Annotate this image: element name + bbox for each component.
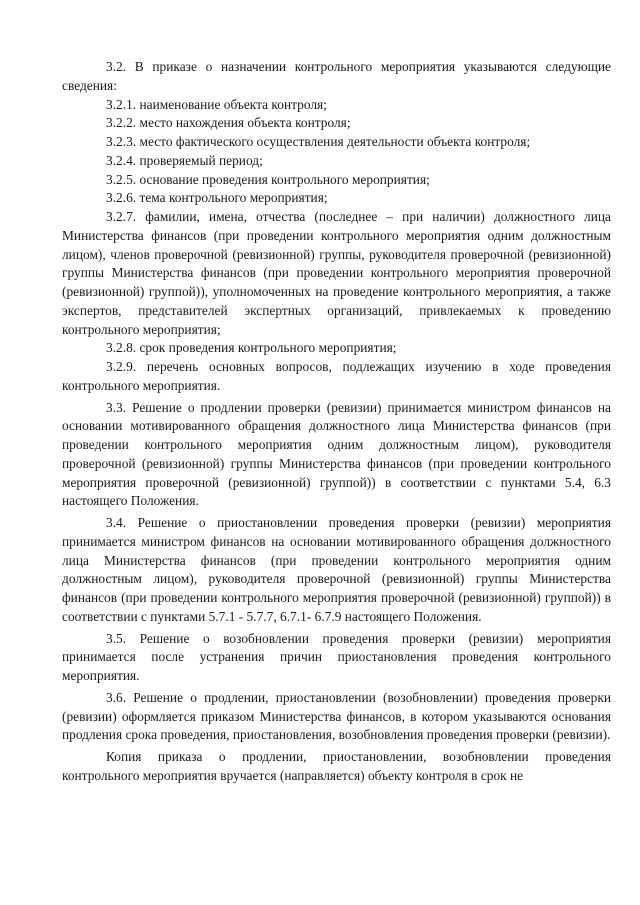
paragraph-3-2-6: 3.2.6. тема контрольного мероприятия; [106,190,328,206]
paragraph-3-4: 3.4. Решение о приостановлении проведения проверки (ревизии) мероприятия принимается министром финансов на основании мотивированного обращения должностного лица Министерства финансов (при проведении контрольного мероприятия одним должностным лицом), руководителя проверочной (ревизионной) группы Министерства финансов (при проведении контрольного мероприятия проверочной (ревизионной) группой)) в соответствии с пунктами 5.7.1 - 5.7.7, 6.7.1- 6.7.9 настоящего Положения. [62,515,611,624]
paragraph-3-2-7: 3.2.7. фамилии, имена, отчества (последнее – при наличии) должностного лица Министерства финансов (при проведении контрольного мероприятия одним должностным лицом), членов проверочной (ревизионной) группы, руководителя проверочной (ревизионной) группы Министерства финансов (при проведении контрольного мероприятия проверочной (ревизионной) группой)), уполномоченных на проведение контрольного мероприятия, а также экспертов, представителей экспертных организаций, привлекаемых к проведению контрольного мероприятия; [62,209,611,337]
paragraph-3-2-3: 3.2.3. место фактического осуществления деятельности объекта контроля; [106,134,531,149]
paragraph-3-2-5: 3.2.5. основание проведения контрольного мероприятия; [106,171,430,187]
paragraph-3-6: 3.6. Решение о продлении, приостановлении (возобновлении) проведения проверки (ревизии) оформляется приказом Министерства финансов, в котором указываются основания продления срока проведения, приостановления, возобновления проведения проверки (ревизии). [62,689,611,743]
paragraph-3-2-4: 3.2.4. проверяемый период; [106,152,263,168]
paragraph-3-5: 3.5. Решение о возобновлении проведения проверки (ревизии) мероприятия принимается после устранения причин приостановления проведения контрольного мероприятия. [62,630,611,683]
paragraph-3-3: 3.3. Решение о продлении проверки (ревизии) принимается министром финансов на основании мотивированного обращения должностного лица Министерства финансов (при проведении контрольного мероприятия одним должностным лицом), руководителя проверочной (ревизионной) группы Министерства финансов (при проведении контрольного мероприятия проверочной (ревизионной) группой)) в соответствии с пунктами 5.4, 6.3 настоящего Положения. [62,399,611,509]
document-page [62,58,611,786]
paragraph-3-2-2: 3.2.2. место нахождения объекта контроля; [106,115,351,131]
paragraph-3-2: 3.2. В приказе о назначении контрольного мероприятия указываются следующие сведения: [62,59,611,93]
paragraph-3-2-9: 3.2.9. перечень основных вопросов, подлежащих изучению в ходе проведения контрольного мероприятия. [62,359,611,393]
paragraph-3-2-1: 3.2.1. наименование объекта контроля; [106,96,327,112]
paragraph-order-copy: Копия приказа о продлении, приостановлении, возобновлении проведения контрольного мероприятия вручается (направляется) объекту контроля в срок не [62,749,611,783]
paragraph-3-2-8: 3.2.8. срок проведения контрольного мероприятия; [106,340,397,356]
